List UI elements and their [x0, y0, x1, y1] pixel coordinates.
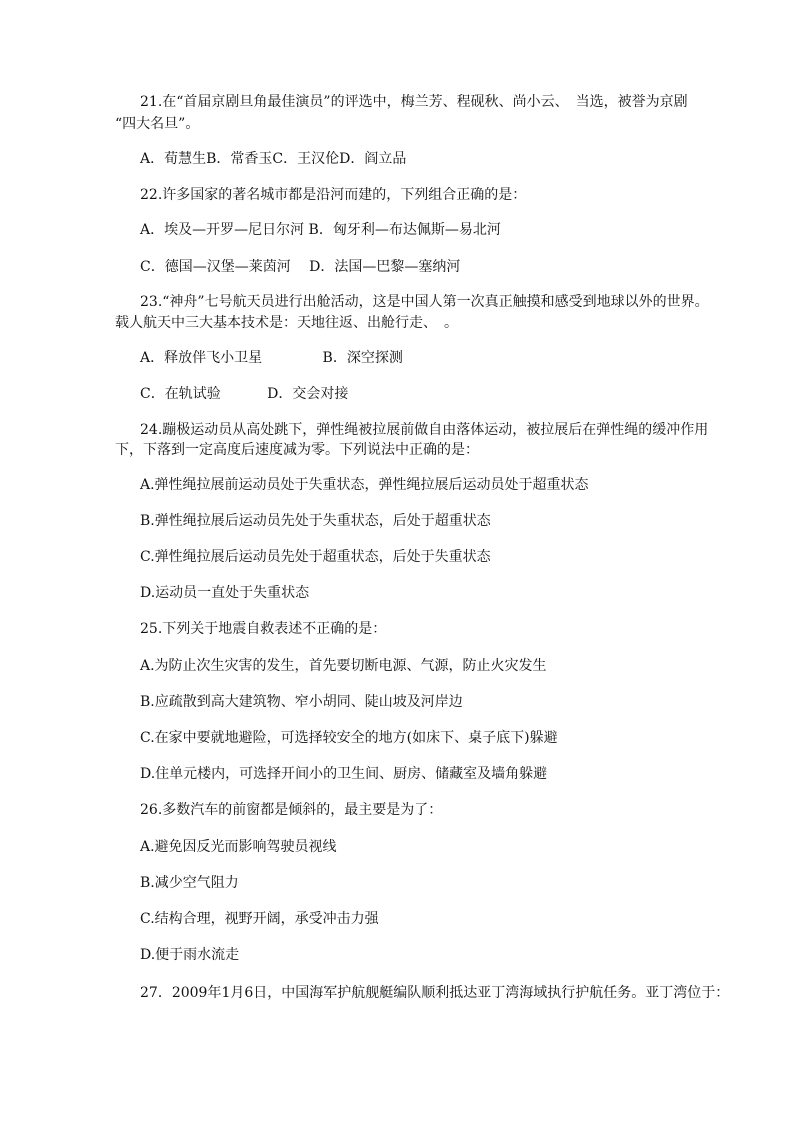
question-26-option-d: D.便于雨水流走 — [140, 947, 240, 963]
question-25-option-a: A.为防止次生灾害的发生，首先要切断电源、气源，防止火灾发生 — [140, 658, 547, 674]
question-25-option-b: B.应疏散到高大建筑物、窄小胡同、陡山坡及河岸边 — [140, 694, 463, 710]
question-23-options-ab: A．释放伴飞小卫星 B．深空探测 — [140, 350, 403, 366]
question-23-stem: 23.“神舟”七号航天员进行出舱活动，这是中国人第一次真正触摸和感受到地球以外的世界。 — [140, 294, 709, 310]
question-26-option-a: A.避免因反光而影响驾驶员视线 — [140, 839, 337, 855]
question-21-stem-continued: “四大名旦”。 — [115, 116, 200, 132]
question-26-option-b: B.减少空气阻力 — [140, 875, 239, 891]
question-23-options-cd: C．在轨试验 D．交会对接 — [140, 386, 349, 402]
question-22-options-ab: A．埃及—开罗—尼日尔河 B．匈牙利—布达佩斯—易北河 — [140, 222, 501, 238]
question-24-option-b: B.弹性绳拉展后运动员先处于失重状态，后处于超重状态 — [140, 513, 491, 529]
question-22-stem: 22.许多国家的著名城市都是沿河而建的，下列组合正确的是： — [140, 187, 527, 203]
question-21-stem: 21.在“首届京剧旦角最佳演员”的评选中，梅兰芳、程砚秋、尚小云、 当选，被誉为京剧 — [140, 94, 688, 110]
question-23-stem-continued: 载人航天中三大基本技术是：天地往返、出舱行走、 。 — [115, 315, 458, 331]
question-25-option-d: D.住单元楼内，可选择开间小的卫生间、厨房、储藏室及墙角躲避 — [140, 766, 548, 782]
question-24-stem-continued: 下，下落到一定高度后速度减为零。下列说法中正确的是： — [115, 442, 479, 458]
question-26-stem: 26.多数汽车的前窗都是倾斜的，最主要是为了： — [140, 802, 443, 818]
question-21-options: A．荀慧生B．常香玉C．王汉伦D．阎立品 — [140, 151, 407, 167]
question-25-option-c: C.在家中要就地避险，可选择较安全的地方(如床下、桌子底下)躲避 — [140, 730, 558, 746]
question-24-option-a: A.弹性绳拉展前运动员处于失重状态，弹性绳拉展后运动员处于超重状态 — [140, 477, 589, 493]
question-22-options-cd: C．德国—汉堡—莱茵河 D．法国—巴黎—塞纳河 — [140, 259, 461, 275]
question-25-stem: 25.下列关于地震自救表述不正确的是： — [140, 621, 387, 637]
question-24-option-c: C.弹性绳拉展后运动员先处于超重状态，后处于失重状态 — [140, 549, 491, 565]
question-24-stem: 24.蹦极运动员从高处跳下，弹性绳被拉展前做自由落体运动，被拉展后在弹性绳的缓冲作用 — [140, 422, 709, 438]
question-26-option-c: C.结构合理，视野开阔，承受冲击力强 — [140, 911, 379, 927]
question-24-option-d: D.运动员一直处于失重状态 — [140, 585, 310, 601]
question-27-stem: 27．2009年1月6日，中国海军护航舰艇编队顺利抵达亚丁湾海域执行护航任务。亚丁湾位于： — [140, 985, 730, 1001]
